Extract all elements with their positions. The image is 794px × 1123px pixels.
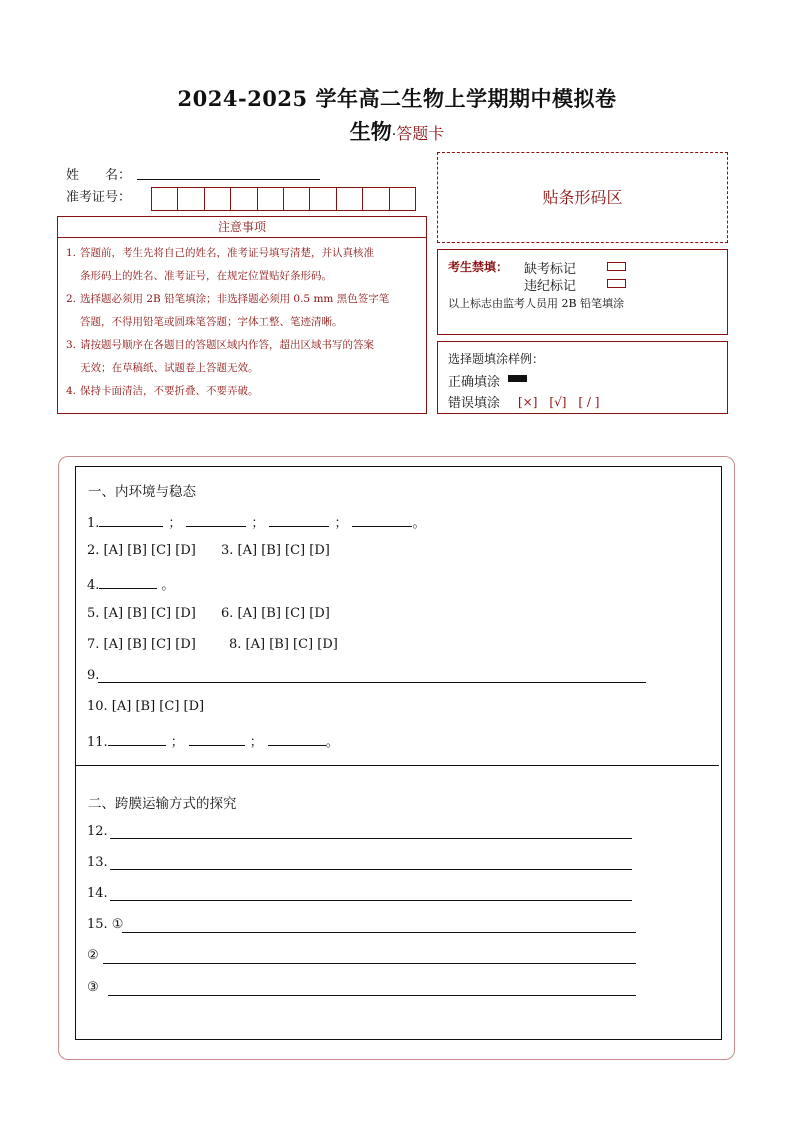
fill-sample-box — [437, 341, 728, 414]
question-5[interactable]: 5. [A] [B] [C] [D] — [87, 606, 196, 621]
exam-id-cell[interactable] — [177, 187, 204, 211]
question-15-line-3[interactable] — [108, 994, 636, 996]
subtitle — [0, 116, 794, 146]
notice-item: 2. 选择题必须用 2B 铅笔填涂；非选择题必须用 0.5 mm 黑色签字笔 答题，不得用铅笔或圆珠笔答题；字体工整、笔迹清晰。 — [66, 293, 390, 328]
question-1: 1. ； ； ； 。 — [87, 516, 426, 531]
question-15-part-2-label: ② — [87, 948, 99, 963]
question-3[interactable]: 3. [A] [B] [C] [D] — [221, 543, 330, 558]
answer-blank[interactable] — [189, 733, 245, 746]
exam-id-cell[interactable] — [389, 187, 416, 211]
notice-list — [58, 238, 426, 403]
card-label: 答题卡 — [396, 124, 445, 143]
wrong-fill-marks: [×] [√] [ / ] — [518, 395, 600, 409]
correct-fill-mark — [508, 375, 527, 382]
section-2-title: 二、跨膜运输方式的探究 — [88, 796, 237, 812]
exam-id-cell[interactable] — [336, 187, 363, 211]
name-label: 姓 名： — [66, 168, 132, 183]
section-1-title: 一、内环境与稳态 — [88, 484, 196, 500]
notice-box — [57, 216, 427, 414]
correct-fill-label: 正确填涂 — [448, 375, 501, 390]
exam-id-cell[interactable] — [362, 187, 389, 211]
answer-blank[interactable] — [352, 514, 412, 527]
question-9-line[interactable] — [98, 681, 646, 683]
proctor-note: 以上标志由监考人员用 2B 铅笔填涂 — [448, 297, 625, 310]
answer-blank[interactable] — [99, 514, 163, 527]
exam-id-cell[interactable] — [151, 187, 178, 211]
answer-blank[interactable] — [108, 733, 166, 746]
violation-label: 违纪标记 — [524, 279, 577, 294]
exam-id-cell[interactable] — [230, 187, 257, 211]
exam-id-boxes[interactable] — [152, 187, 416, 211]
question-14-line[interactable] — [110, 899, 632, 901]
question-4: 4. 。 — [87, 578, 175, 593]
exam-id-cell[interactable] — [283, 187, 310, 211]
question-12-line[interactable] — [110, 837, 632, 839]
barcode-area: 贴条形码区 — [437, 152, 728, 243]
question-15-line-2[interactable] — [103, 962, 636, 964]
question-15-part-3-label: ③ — [87, 980, 99, 995]
question-10[interactable]: 10. [A] [B] [C] [D] — [87, 699, 205, 714]
question-15-label: 15. ① — [87, 917, 124, 932]
answer-blank[interactable] — [268, 733, 326, 746]
question-15-line-1[interactable] — [122, 931, 636, 933]
question-11: 11. ； ； 。 — [87, 735, 339, 750]
sample-heading: 选择题填涂样例： — [448, 352, 545, 366]
exam-id-cell[interactable] — [257, 187, 284, 211]
violation-mark-box[interactable] — [607, 279, 626, 288]
proctor-label: 考生禁填： — [448, 260, 509, 274]
separator-dot: · — [391, 127, 397, 143]
notice-item: 4. 保持卡面清洁，不要折叠、不要弄破。 — [66, 385, 259, 397]
question-14-label: 14. — [87, 886, 108, 901]
subject-name: 生物 — [349, 119, 392, 144]
section-divider — [75, 765, 719, 766]
wrong-fill-label: 错误填涂 — [448, 396, 501, 411]
question-7[interactable]: 7. [A] [B] [C] [D] — [87, 637, 196, 652]
question-6[interactable]: 6. [A] [B] [C] [D] — [221, 606, 330, 621]
notice-item: 1. 答题前，考生先将自己的姓名，准考证号填写清楚，并认真核准 条形码上的姓名、准考证号，在规定位置贴好条形码。 — [66, 247, 374, 282]
question-13-line[interactable] — [110, 868, 632, 870]
answer-blank[interactable] — [186, 514, 246, 527]
exam-id-cell[interactable] — [309, 187, 336, 211]
question-2[interactable]: 2. [A] [B] [C] [D] — [87, 543, 196, 558]
question-9-label: 9. — [87, 668, 100, 683]
absent-label: 缺考标记 — [524, 262, 577, 277]
answer-blank[interactable] — [99, 576, 157, 589]
page-title: 2024-2025 学年高二生物上学期期中模拟卷 — [177, 86, 617, 111]
question-12-label: 12. — [87, 824, 108, 839]
answer-blank[interactable] — [269, 514, 329, 527]
notice-heading: 注意事项 — [58, 217, 426, 238]
absent-mark-box[interactable] — [607, 262, 626, 271]
proctor-box — [437, 249, 728, 335]
question-8[interactable]: 8. [A] [B] [C] [D] — [229, 637, 338, 652]
exam-id-label: 准考证号： — [66, 190, 132, 205]
question-13-label: 13. — [87, 855, 108, 870]
notice-item: 3. 请按题号顺序在各题目的答题区域内作答，超出区域书写的答案 无效；在草稿纸、试题卷上答题无效。 — [66, 339, 374, 374]
exam-id-cell[interactable] — [204, 187, 231, 211]
name-field[interactable] — [137, 178, 320, 180]
